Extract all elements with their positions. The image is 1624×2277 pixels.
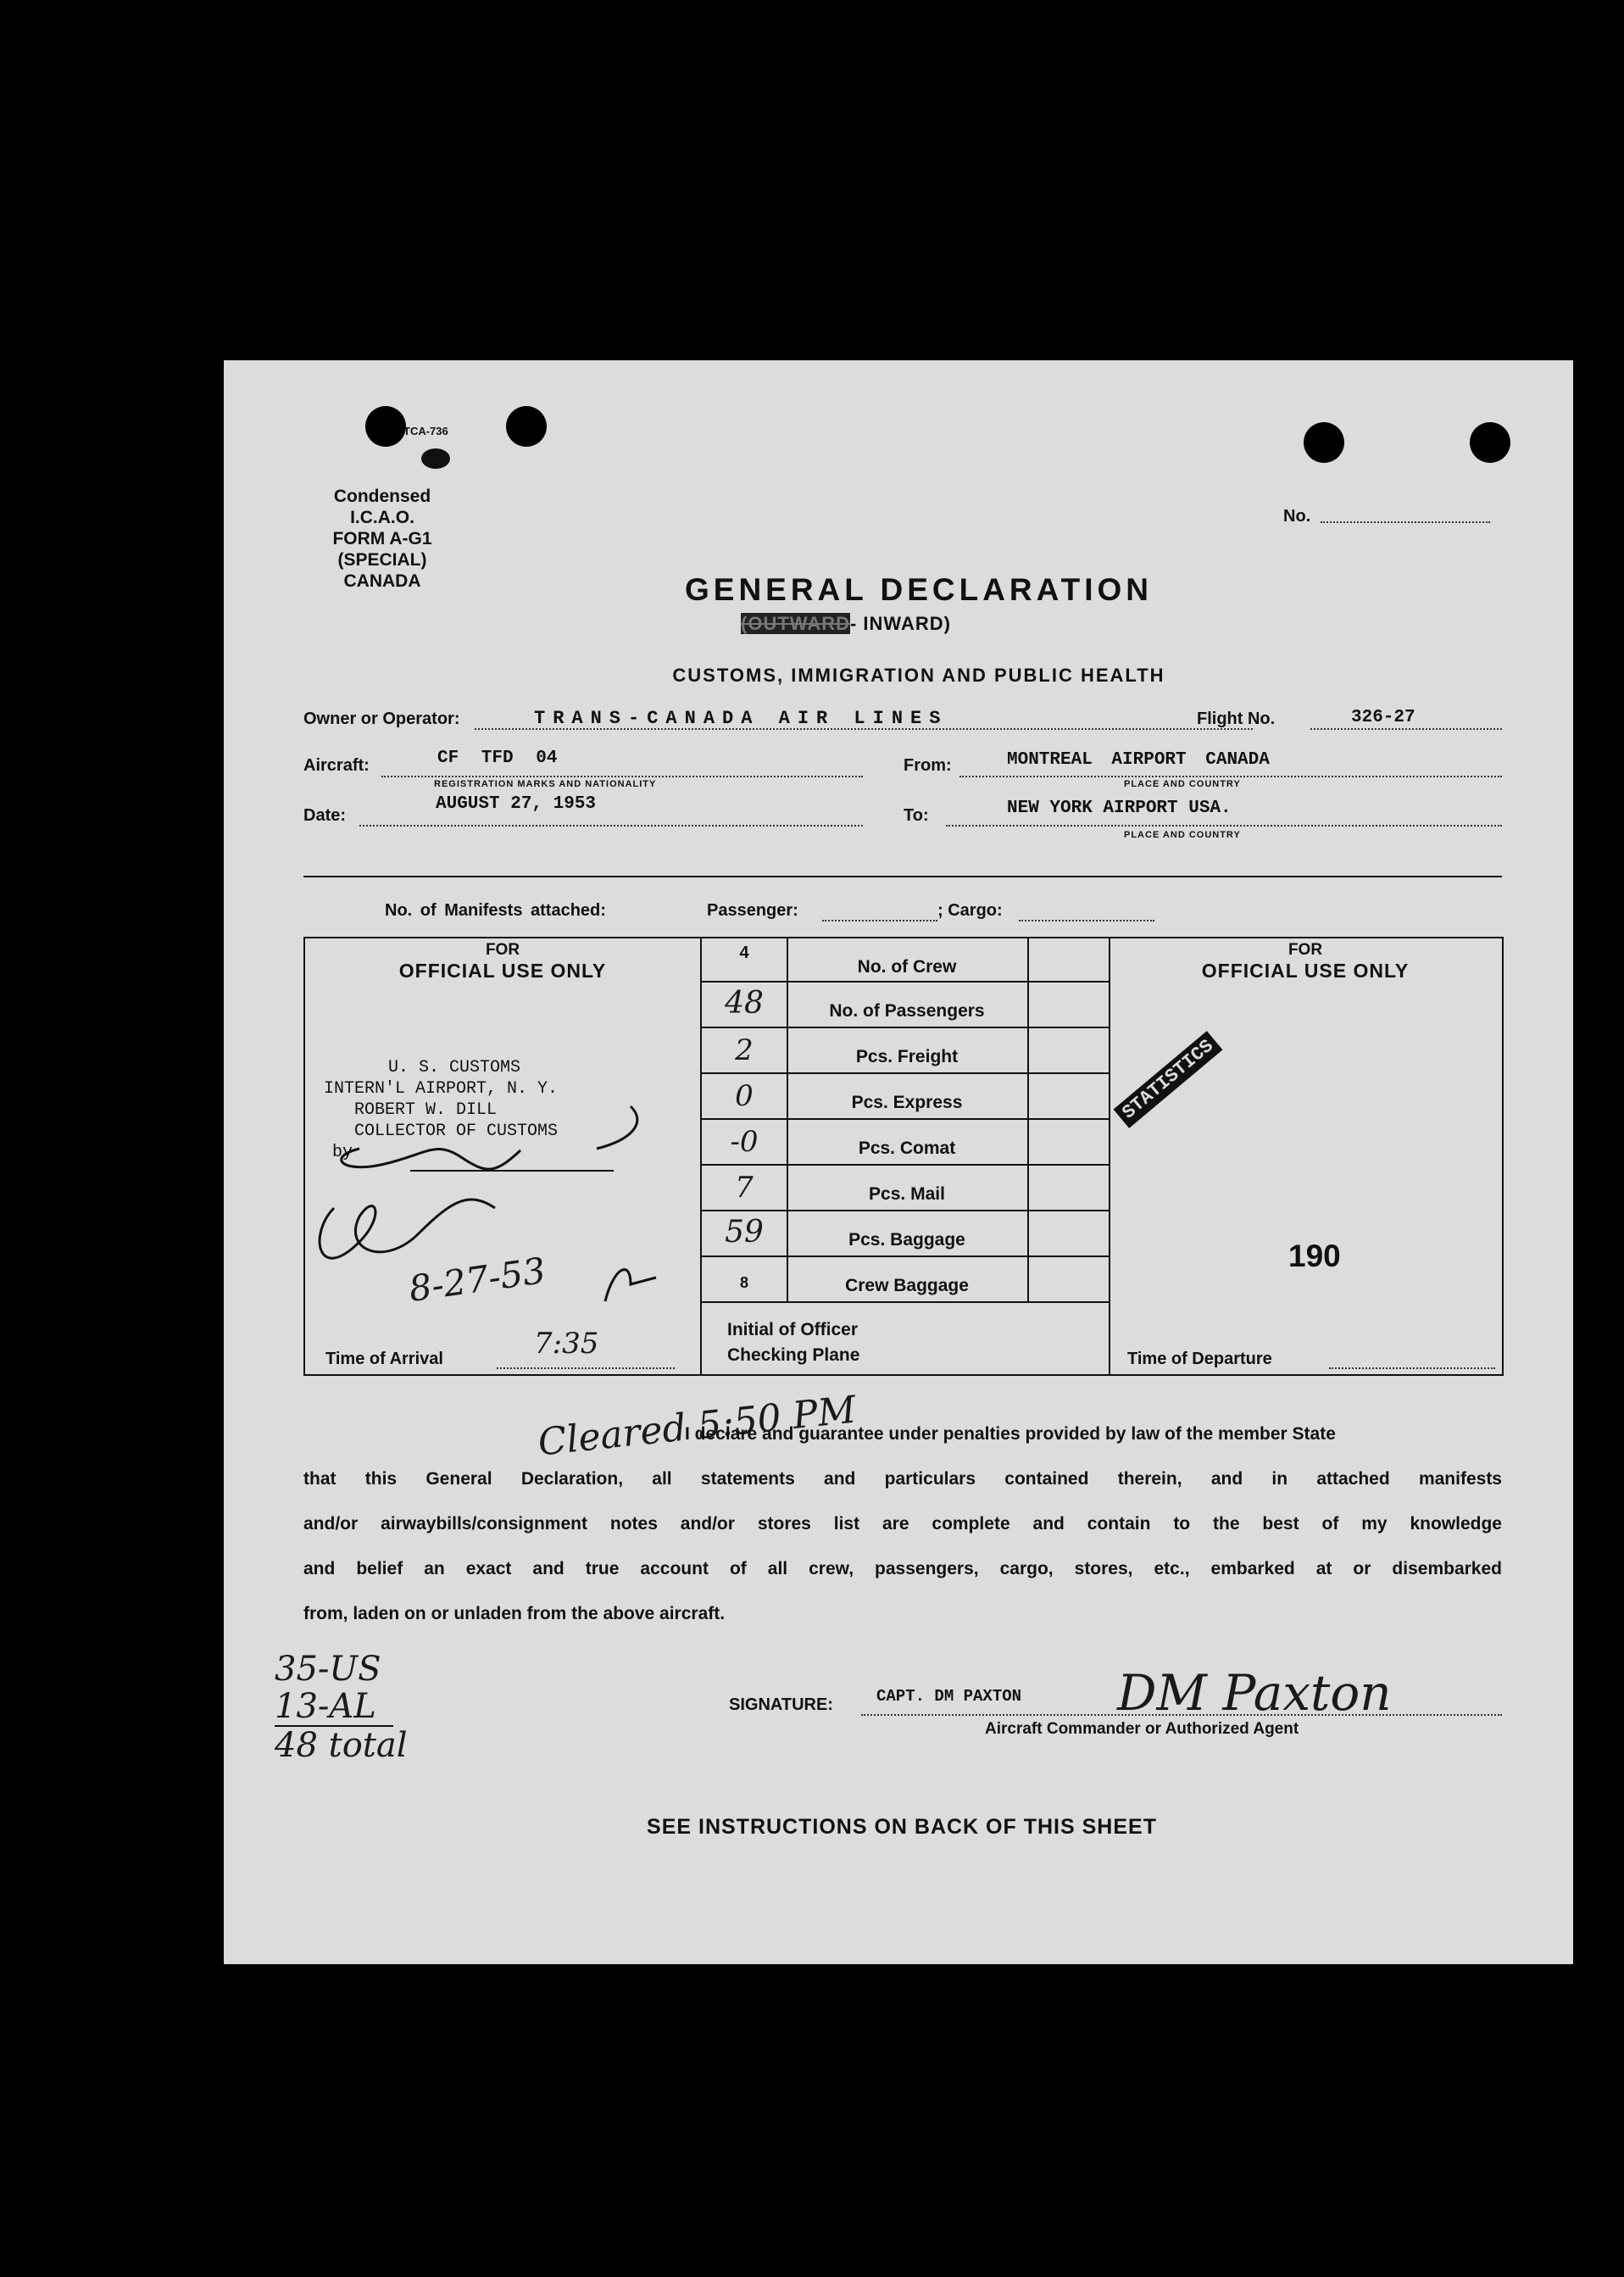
document-title: GENERAL DECLARATION xyxy=(684,572,1154,607)
date-label: Date: xyxy=(303,806,347,825)
to-caption: PLACE AND COUNTRY xyxy=(1124,830,1241,840)
comat-label: Pcs. Comat xyxy=(858,1138,956,1158)
crew-label: No. of Crew xyxy=(857,957,957,977)
instructions-footer: SEE INSTRUCTIONS ON BACK OF THIS SHEET xyxy=(647,1815,1157,1839)
arrival-time-label: Time of Arrival xyxy=(325,1350,443,1368)
customs-stamp-line: ROBERT W. DILL xyxy=(354,1100,498,1120)
date-value: AUGUST 27, 1953 xyxy=(436,794,597,814)
flight-value: 326-27 xyxy=(1351,708,1415,727)
to-line xyxy=(946,825,1502,827)
count-row xyxy=(702,1074,1110,1120)
mail-count: 7 xyxy=(735,1171,754,1205)
tally-line: 35-US xyxy=(275,1650,381,1689)
passenger-manifest-field xyxy=(822,920,937,921)
aircraft-value: CF TFD 04 xyxy=(437,749,558,768)
crew-baggage-label: Crew Baggage xyxy=(845,1276,969,1295)
aircraft-line xyxy=(381,776,863,777)
mail-label: Pcs. Mail xyxy=(869,1184,945,1204)
direction-subtitle xyxy=(741,613,951,635)
comat-count: -0 xyxy=(730,1125,759,1159)
right-panel-title: OFFICIAL USE ONLY xyxy=(1201,960,1410,982)
express-count: 0 xyxy=(735,1079,754,1113)
count-row xyxy=(702,937,1110,983)
punch-hole xyxy=(1304,422,1344,463)
count-row xyxy=(702,1211,1110,1257)
count-row xyxy=(702,1166,1110,1211)
section-divider xyxy=(303,876,1502,877)
count-row xyxy=(702,983,1110,1028)
customs-stamp-line: INTERN'L AIRPORT, N. Y. xyxy=(324,1079,559,1099)
initial-label-line: Initial of Officer xyxy=(727,1320,859,1339)
passenger-manifest-label: Passenger: xyxy=(707,901,798,920)
customs-stamp-line: U. S. CUSTOMS xyxy=(388,1058,521,1077)
count-row xyxy=(702,1120,1110,1166)
to-value: NEW YORK AIRPORT USA. xyxy=(1007,799,1232,818)
passenger-tally xyxy=(275,1651,407,1764)
form-title-line: FORM A-G1 (SPECIAL) xyxy=(332,529,432,570)
departure-time-label: Time of Departure xyxy=(1127,1350,1272,1368)
owner-label: Owner or Operator: xyxy=(303,710,460,728)
tally-line: 48 total xyxy=(275,1726,408,1765)
declaration-line: from, laden on or unladen from the above aircraft. xyxy=(303,1604,726,1623)
declaration-line: that this General Declaration, all statements and particulars contained therein, and in attached manifests xyxy=(303,1469,1502,1489)
signature-caption: Aircraft Commander or Authorized Agent xyxy=(985,1720,1299,1738)
declaration-line: and/or airwaybills/consignment notes and/or stores list are complete and contain to the best of my knowledge xyxy=(303,1514,1502,1534)
declaration-line: and belief an exact and true account of all crew, passengers, cargo, stores, etc., embarked at or disembarked xyxy=(303,1559,1502,1578)
flight-label: Flight No. xyxy=(1197,710,1276,728)
from-label: From: xyxy=(904,756,952,775)
handwritten-signature: DM Paxton xyxy=(1117,1664,1392,1722)
baggage-count: 59 xyxy=(725,1215,764,1250)
baggage-label: Pcs. Baggage xyxy=(848,1230,965,1250)
handwritten-clearance: Cleared 5:50 PM xyxy=(536,1388,859,1465)
from-caption: PLACE AND COUNTRY xyxy=(1124,779,1241,789)
agencies-line: CUSTOMS, IMMIGRATION AND PUBLIC HEALTH xyxy=(672,665,1165,686)
left-panel-title-small: FOR xyxy=(485,941,520,959)
customs-stamp-line: COLLECTOR OF CUSTOMS xyxy=(354,1122,559,1141)
express-label: Pcs. Express xyxy=(851,1093,963,1112)
flight-line xyxy=(1310,728,1502,730)
aircraft-label: Aircraft: xyxy=(303,756,370,775)
form-code: TCA-736 xyxy=(403,425,448,437)
punch-hole xyxy=(506,406,547,447)
form-identification xyxy=(302,486,463,592)
number-label: No. xyxy=(1283,507,1311,526)
manifests-label: No. of Manifests attached: xyxy=(385,901,606,920)
freight-label: Pcs. Freight xyxy=(855,1047,959,1066)
crew-baggage-count: 8 xyxy=(739,1274,748,1291)
form-title-line: Condensed I.C.A.O. xyxy=(333,487,431,527)
table-divider xyxy=(700,1301,1110,1303)
crew-count: 4 xyxy=(739,944,749,962)
arrival-time-value: 7:35 xyxy=(534,1327,599,1361)
cargo-manifest-field xyxy=(1019,920,1154,921)
punch-hole xyxy=(1470,422,1510,463)
departure-time-line xyxy=(1329,1367,1495,1369)
to-label: To: xyxy=(904,806,929,825)
right-panel-title-small: FOR xyxy=(1288,941,1323,959)
statistics-stamp: STATISTICS xyxy=(1114,1031,1223,1128)
owner-value: TRANS-CANADA AIR LINES xyxy=(534,708,948,729)
statistics-number: 190 xyxy=(1288,1239,1341,1273)
signature-label: SIGNATURE: xyxy=(729,1695,833,1714)
count-row xyxy=(702,1028,1110,1074)
cargo-manifest-label: ; Cargo: xyxy=(937,901,1003,920)
customs-stamp-by: by xyxy=(332,1143,353,1162)
passengers-count: 48 xyxy=(725,986,764,1021)
count-row xyxy=(702,1257,1110,1301)
tca-logo-icon xyxy=(421,448,450,469)
number-field xyxy=(1321,521,1490,523)
typed-signature: CAPT. DM PAXTON xyxy=(876,1687,1022,1706)
form-title-line: CANADA xyxy=(343,571,421,591)
from-value: MONTREAL AIRPORT CANADA xyxy=(1007,750,1270,770)
declaration-sheet xyxy=(224,360,1573,1964)
struck-direction: (OUTWARD xyxy=(741,613,850,634)
arrival-time-line xyxy=(497,1367,675,1369)
initial-of-officer-label xyxy=(727,1317,859,1368)
handwritten-date: 8-27-53 xyxy=(406,1249,548,1311)
declaration-line: I declare and guarantee under penalties provided by law of the member State xyxy=(685,1424,1336,1444)
tally-line: 13-AL xyxy=(275,1687,376,1726)
date-line xyxy=(359,825,863,827)
passengers-label: No. of Passengers xyxy=(829,1001,985,1021)
inward-direction: - INWARD) xyxy=(849,613,951,634)
aircraft-caption: REGISTRATION MARKS AND NATIONALITY xyxy=(434,779,657,789)
left-panel-title: OFFICIAL USE ONLY xyxy=(398,960,607,982)
punch-hole xyxy=(365,406,406,447)
from-line xyxy=(959,776,1502,777)
initial-label-line: Checking Plane xyxy=(727,1345,860,1365)
freight-count: 2 xyxy=(735,1033,754,1067)
